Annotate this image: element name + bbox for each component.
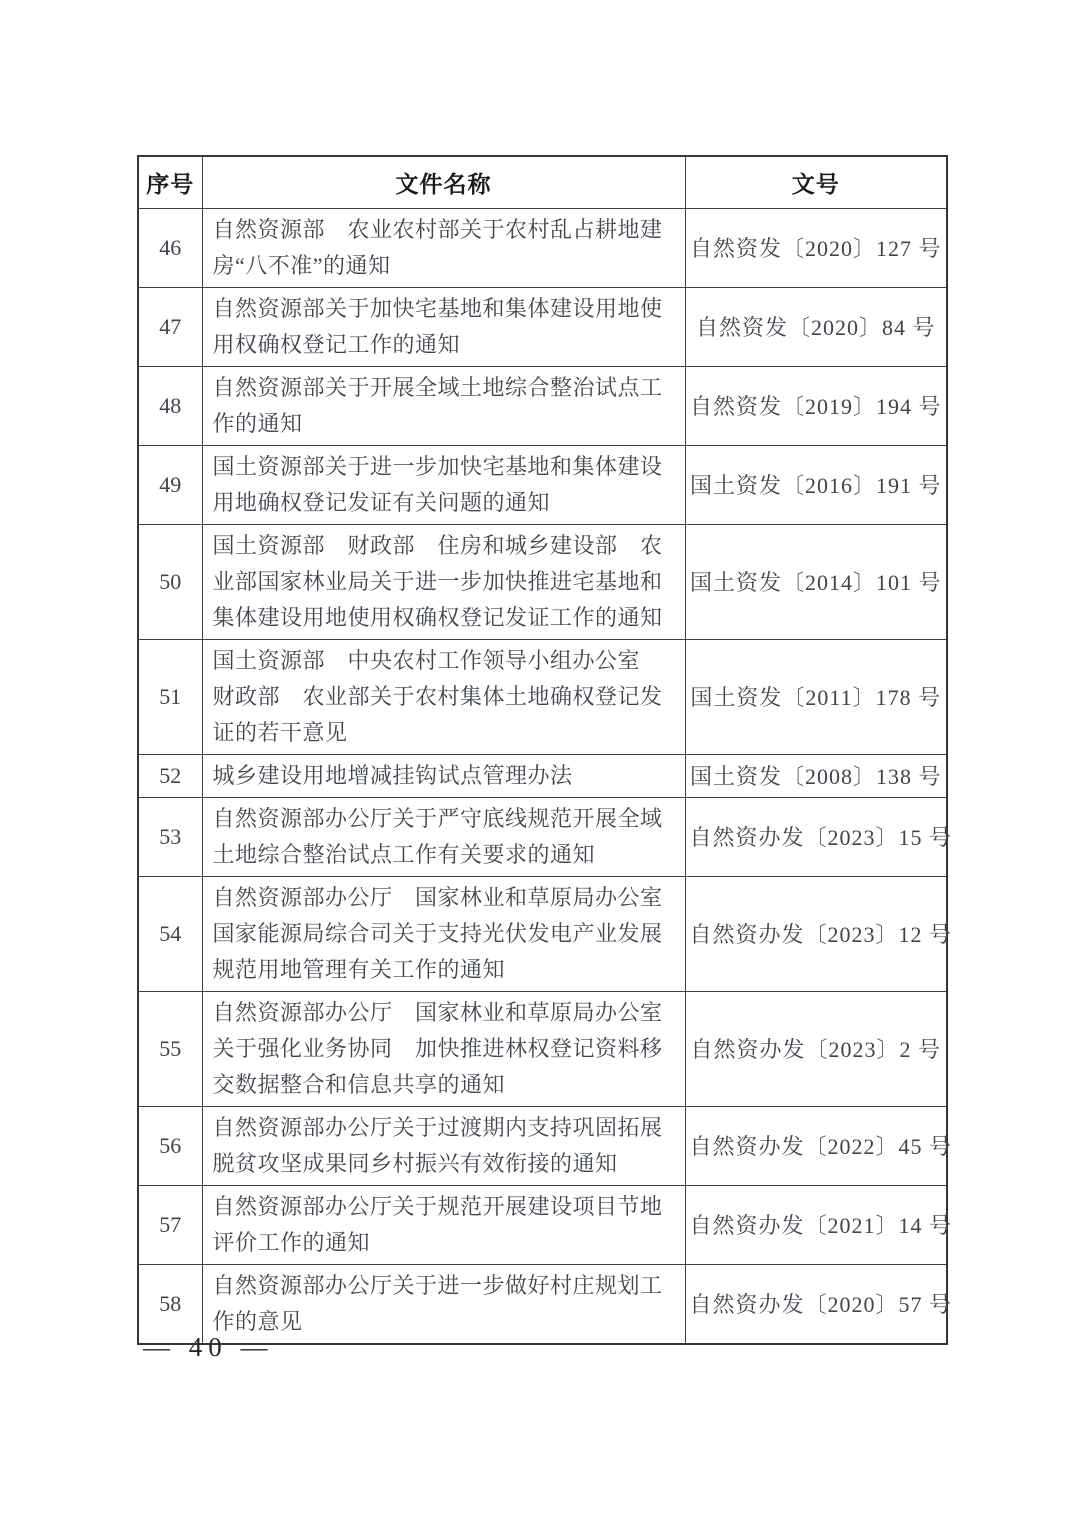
serial-number-cell: 47 [138,287,202,366]
doc-number-cell: 国土资发〔2014〕101 号 [685,524,947,639]
serial-number-cell: 50 [138,524,202,639]
doc-number-cell: 国土资发〔2008〕138 号 [685,754,947,797]
records-table [137,155,953,1345]
page-number: — 40 — [143,1332,274,1362]
header-serial-number: 序号 [138,156,202,208]
serial-number-cell: 54 [138,876,202,991]
table-row [138,991,947,1106]
file-name-cell: 国土资源部 财政部 住房和城乡建设部 农业部国家林业局关于进一步加快推进宅基地和集体建设用地使用权确权登记发证工作的通知 [202,524,685,639]
serial-number-cell: 58 [138,1264,202,1344]
doc-number-cell: 国土资发〔2016〕191 号 [685,445,947,524]
doc-number-cell: 自然资办发〔2023〕12 号 [685,876,947,991]
file-name-cell: 自然资源部关于开展全域土地综合整治试点工作的通知 [202,366,685,445]
serial-number-cell: 51 [138,639,202,754]
table-row [138,445,947,524]
serial-number-cell: 57 [138,1185,202,1264]
table-row [138,876,947,991]
table-row [138,524,947,639]
file-name-cell: 自然资源部办公厅关于进一步做好村庄规划工作的意见 [202,1264,685,1344]
doc-number-cell: 自然资办发〔2021〕14 号 [685,1185,947,1264]
file-name-cell: 自然资源部办公厅 国家林业和草原局办公室关于强化业务协同 加快推进林权登记资料移交数据整合和信息共享的通知 [202,991,685,1106]
serial-number-cell: 56 [138,1106,202,1185]
doc-number-cell: 自然资发〔2020〕84 号 [685,287,947,366]
table-row [138,287,947,366]
table-row [138,639,947,754]
serial-number-cell: 55 [138,991,202,1106]
serial-number-cell: 48 [138,366,202,445]
file-name-cell: 自然资源部办公厅关于规范开展建设项目节地评价工作的通知 [202,1185,685,1264]
table-row [138,797,947,876]
doc-number-cell: 自然资办发〔2023〕2 号 [685,991,947,1106]
table-row [138,208,947,287]
doc-number-cell: 自然资办发〔2022〕45 号 [685,1106,947,1185]
file-name-cell: 国土资源部关于进一步加快宅基地和集体建设用地确权登记发证有关问题的通知 [202,445,685,524]
doc-number-cell: 国土资发〔2011〕178 号 [685,639,947,754]
serial-number-cell: 52 [138,754,202,797]
file-name-cell: 自然资源部关于加快宅基地和集体建设用地使用权确权登记工作的通知 [202,287,685,366]
doc-number-cell: 自然资办发〔2020〕57 号 [685,1264,947,1344]
file-name-cell: 自然资源部办公厅 国家林业和草原局办公室 国家能源局综合司关于支持光伏发电产业发展规范用地管理有关工作的通知 [202,876,685,991]
header-file-name: 文件名称 [202,156,685,208]
file-name-cell: 自然资源部 农业农村部关于农村乱占耕地建房“八不准”的通知 [202,208,685,287]
table-row [138,366,947,445]
serial-number-cell: 49 [138,445,202,524]
table-row [138,1185,947,1264]
doc-number-cell: 自然资发〔2019〕194 号 [685,366,947,445]
table-row [138,754,947,797]
table-header-row [138,156,947,208]
file-name-cell: 自然资源部办公厅关于过渡期内支持巩固拓展脱贫攻坚成果同乡村振兴有效衔接的通知 [202,1106,685,1185]
header-doc-number: 文号 [685,156,947,208]
table-row [138,1106,947,1185]
serial-number-cell: 46 [138,208,202,287]
serial-number-cell: 53 [138,797,202,876]
file-name-cell: 城乡建设用地增减挂钩试点管理办法 [202,754,685,797]
file-name-cell: 自然资源部办公厅关于严守底线规范开展全域土地综合整治试点工作有关要求的通知 [202,797,685,876]
doc-number-cell: 自然资办发〔2023〕15 号 [685,797,947,876]
file-name-cell: 国土资源部 中央农村工作领导小组办公室 财政部 农业部关于农村集体土地确权登记发证的若干意见 [202,639,685,754]
table-body [138,208,953,1344]
doc-number-cell: 自然资发〔2020〕127 号 [685,208,947,287]
